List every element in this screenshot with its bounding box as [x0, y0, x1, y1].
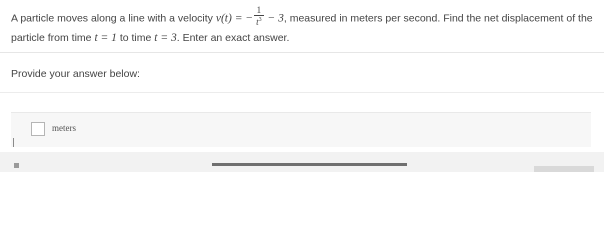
section-divider — [0, 52, 604, 53]
fraction-denominator-base: t — [256, 17, 259, 27]
velocity-function-rhs: − 3 — [264, 12, 284, 25]
question-part-1: A particle moves along a line with a velocity — [11, 12, 216, 25]
question-part-3: to time — [116, 32, 155, 44]
answer-input[interactable] — [31, 122, 45, 136]
section-divider-2 — [0, 92, 604, 93]
footer-bar — [0, 152, 604, 172]
answer-unit: meters — [52, 123, 76, 133]
velocity-function-lhs: v(t) = − — [215, 12, 254, 25]
question-part-2: , measured in meters per second. Find the net displacement of the particle from time — [11, 12, 593, 44]
footer-marker-icon — [14, 163, 19, 168]
question-text — [11, 5, 601, 47]
fraction-denominator — [254, 16, 264, 27]
progress-bar — [212, 163, 407, 166]
footer-button[interactable] — [534, 166, 594, 172]
fraction-exponent: 3 — [258, 17, 262, 23]
fraction-numerator: 1 — [254, 6, 264, 16]
answer-prompt: Provide your answer below: — [11, 68, 140, 80]
text-cursor-icon — [13, 138, 14, 147]
question-part-4: . Enter an exact answer. — [176, 32, 290, 44]
answer-panel — [11, 112, 591, 147]
end-time: t = 3 — [154, 32, 177, 44]
start-time: t = 1 — [94, 32, 117, 44]
velocity-fraction — [254, 6, 264, 27]
